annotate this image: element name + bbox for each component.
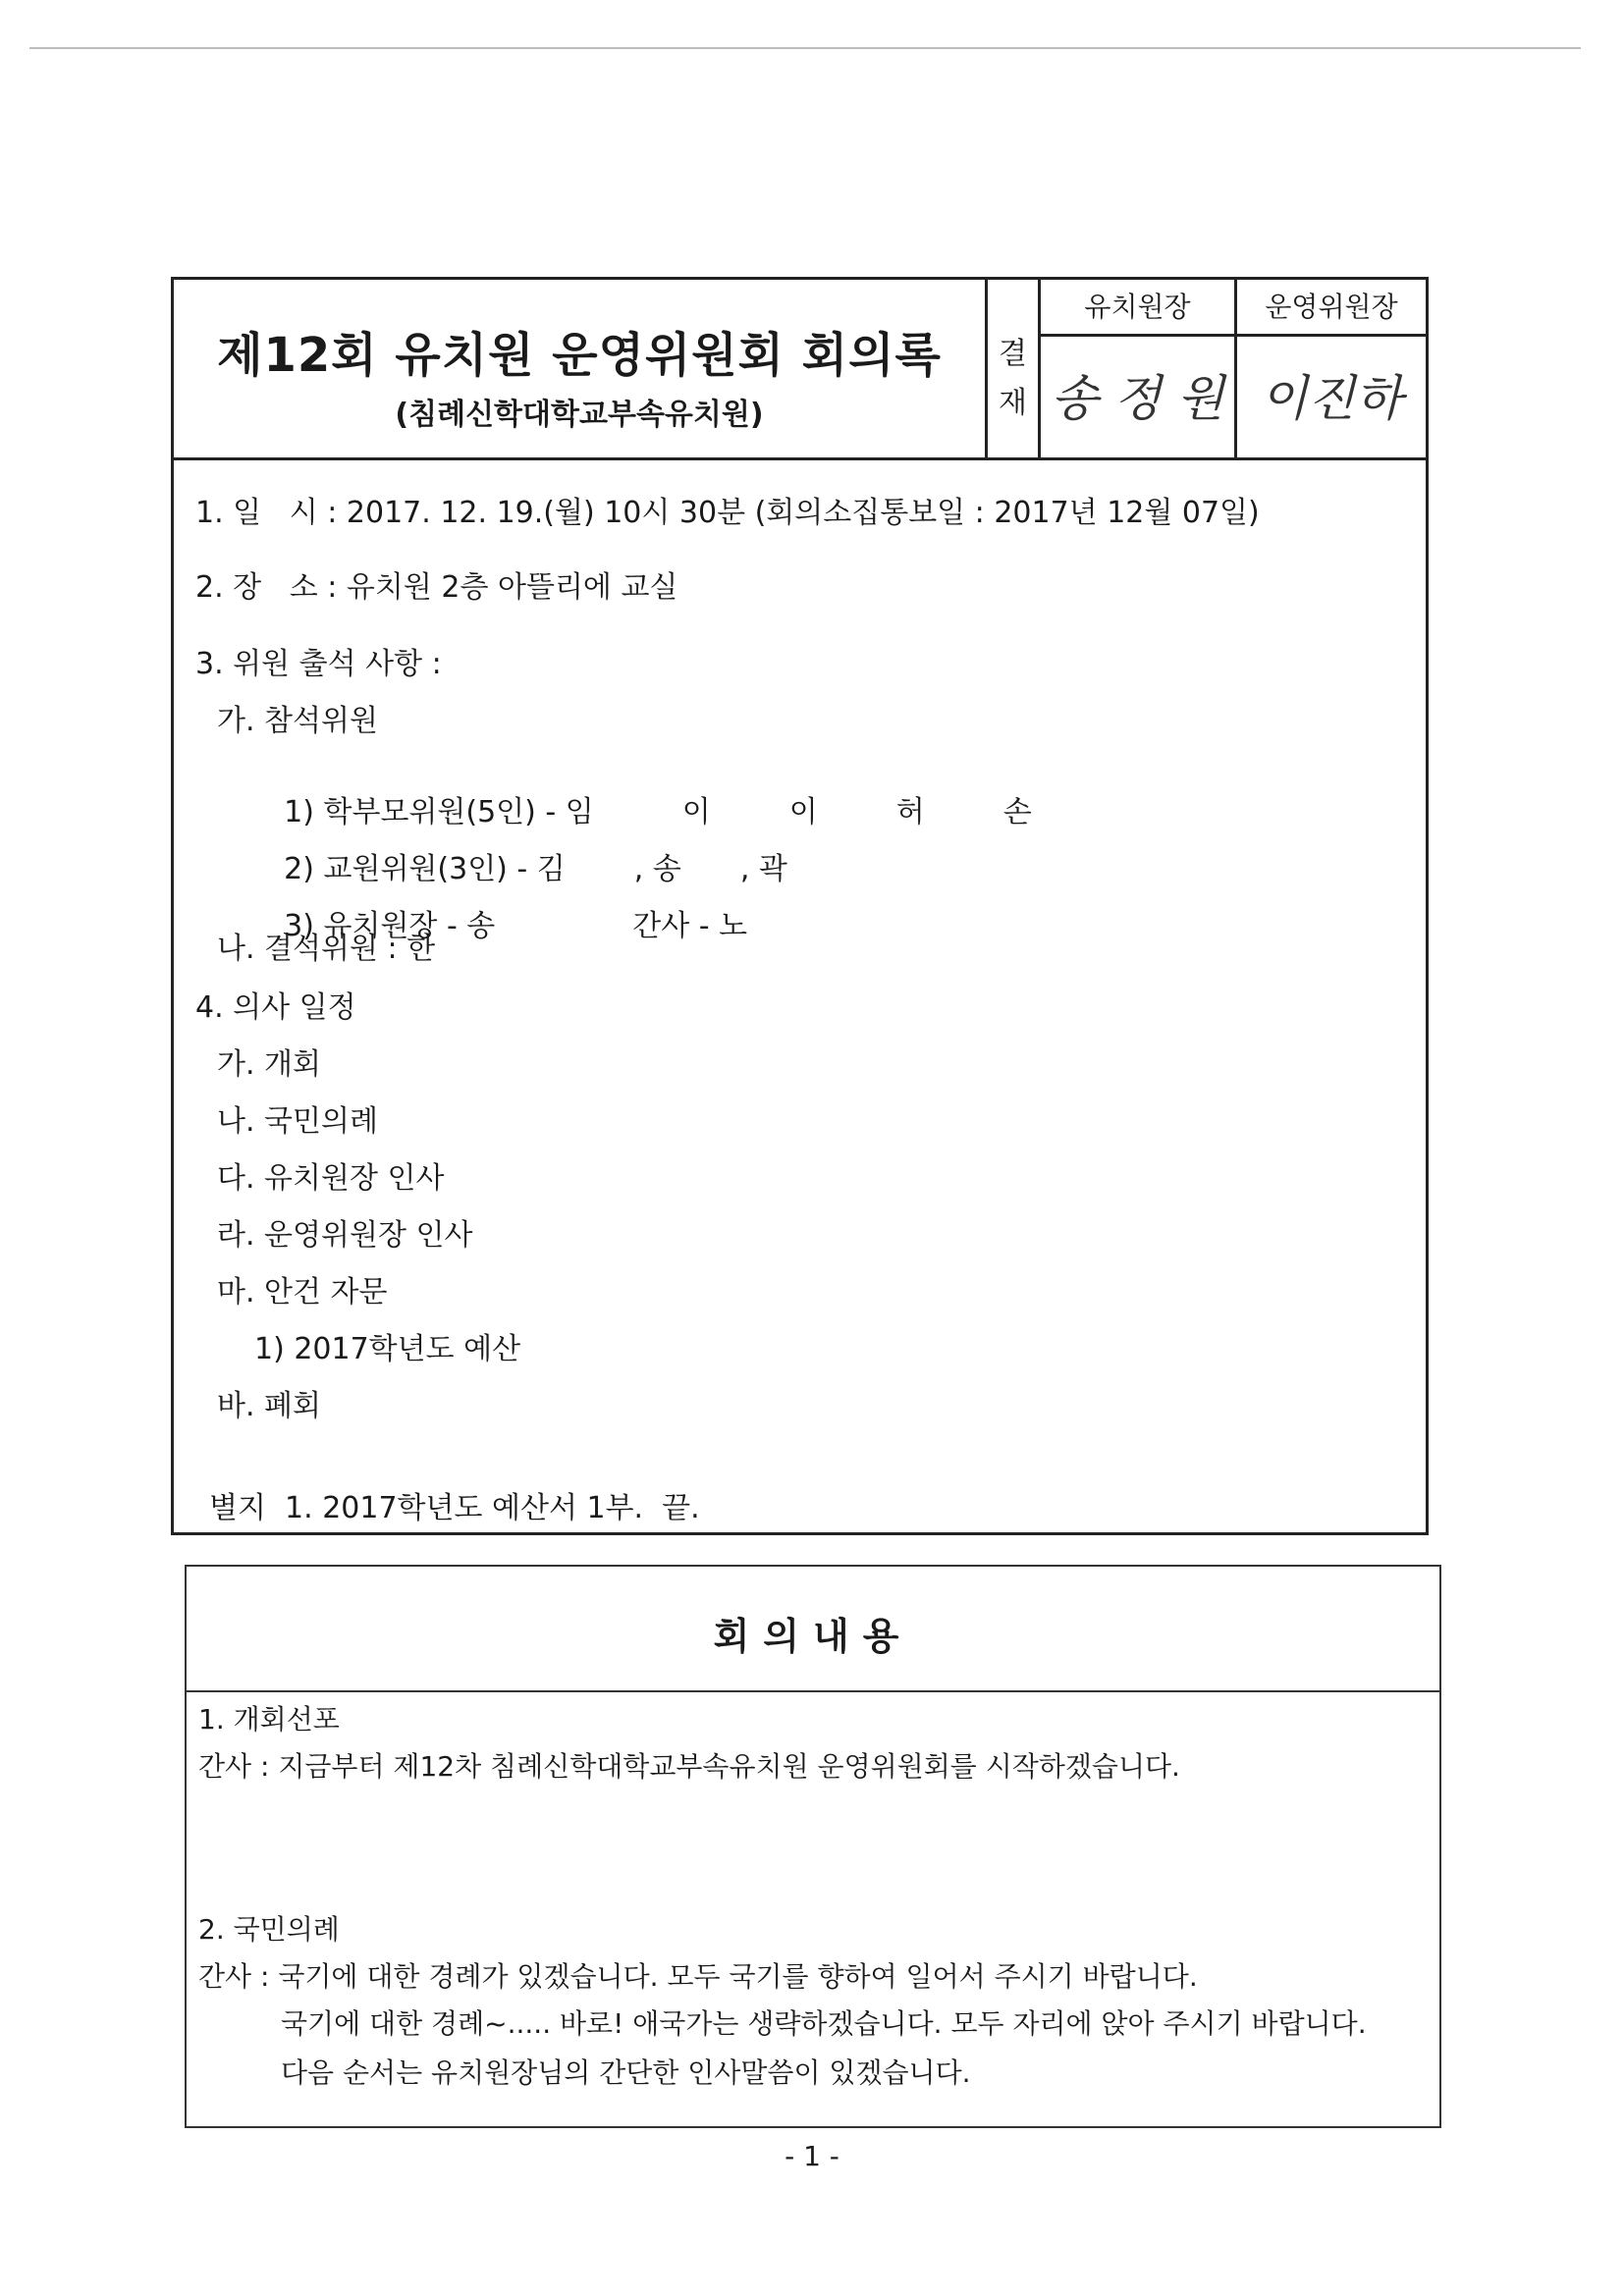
page-number: - 1 - [785, 2140, 839, 2172]
parents-name-1: 이 [681, 795, 711, 829]
minutes-header-box [171, 277, 1429, 1535]
minutes-head [187, 1567, 1439, 1692]
teachers-label: 2) 교원위원(3인) - 김 [284, 852, 566, 886]
minutes-section-2-title: 2. 국민의례 [198, 1913, 340, 1946]
agenda-item-6: 바. 폐회 [217, 1389, 322, 1423]
parents-name-2: 이 [788, 795, 818, 829]
approval-label-char-2: 재 [999, 386, 1027, 420]
attachment-line: 별지 1. 2017학년도 예산서 1부. 끝. [209, 1491, 700, 1525]
item-agenda-title: 4. 의사 일정 [195, 990, 356, 1025]
item-place: 2. 장 소 : 유치원 2층 아뜰리에 교실 [195, 570, 678, 605]
top-rule [29, 47, 1581, 49]
principal-sign-box [1041, 280, 1237, 457]
title-cell [174, 280, 985, 457]
title-row [174, 280, 1426, 460]
agenda-item-5: 마. 안건 자문 [217, 1275, 388, 1309]
item-present-title: 가. 참석위원 [217, 704, 378, 738]
minutes-title: 회의내용 [713, 1615, 913, 1658]
minutes-section-2-line-2: 국기에 대한 경례~..... 바로! 애국가는 생략하겠습니다. 모두 자리에 앉아 주시기 바랍니다. [281, 2007, 1367, 2040]
agenda-item-1: 가. 개회 [217, 1047, 322, 1082]
parents-name-4: 손 [1002, 795, 1032, 829]
minutes-section-2-line-1: 간사 : 국기에 대한 경례가 있겠습니다. 모두 국기를 향하여 일어서 주시기 바랍니다. [198, 1960, 1198, 1993]
item-attendance-title: 3. 위원 출석 사항 : [195, 647, 442, 681]
minutes-section-2-line-3: 다음 순서는 유치원장님의 간단한 인사말씀이 있겠습니다. [281, 2056, 971, 2089]
teachers-name-1: , 송 [633, 852, 681, 886]
document-subtitle: (침례신학대학교부속유치원) [395, 398, 764, 432]
parents-name-3: 허 [895, 795, 925, 829]
principal-label: 유치원장 [1041, 280, 1234, 337]
approval-label-char-1: 결 [999, 337, 1027, 371]
minutes-content-box [185, 1565, 1441, 2128]
item-absent: 나. 결석위원 : 한 [217, 932, 436, 966]
agenda-item-4: 라. 운영위원장 인사 [217, 1218, 473, 1253]
teachers-name-2: , 곽 [739, 852, 787, 886]
chair-signature: 이진하 [1260, 370, 1403, 427]
document-title: 제12회 유치원 운영위원회 회의록 [217, 328, 942, 383]
minutes-section-1-title: 1. 개회선포 [198, 1703, 340, 1735]
approval-label [985, 280, 1041, 457]
chair-label: 운영위원장 [1237, 280, 1426, 337]
agenda-item-3: 다. 유치원장 인사 [217, 1161, 445, 1196]
principal-signature: 송 정 원 [1051, 370, 1224, 427]
principal-line-label: 3) 유치원장 - 송 [284, 909, 496, 943]
agenda-item-2: 나. 국민의례 [217, 1104, 378, 1139]
chair-sign-box [1237, 280, 1426, 457]
agenda-item-5-sub: 1) 2017학년도 예산 [254, 1332, 521, 1366]
item-datetime: 1. 일 시 : 2017. 12. 19.(월) 10시 30분 (회의소집통보일 : 2017년 12월 07일) [195, 496, 1260, 530]
parents-label: 1) 학부모위원(5인) - 임 [284, 795, 594, 829]
secretary-label: 간사 - 노 [632, 909, 748, 943]
minutes-section-1-line-1: 간사 : 지금부터 제12차 침례신학대학교부속유치원 운영위원회를 시작하겠습니다. [198, 1750, 1180, 1783]
